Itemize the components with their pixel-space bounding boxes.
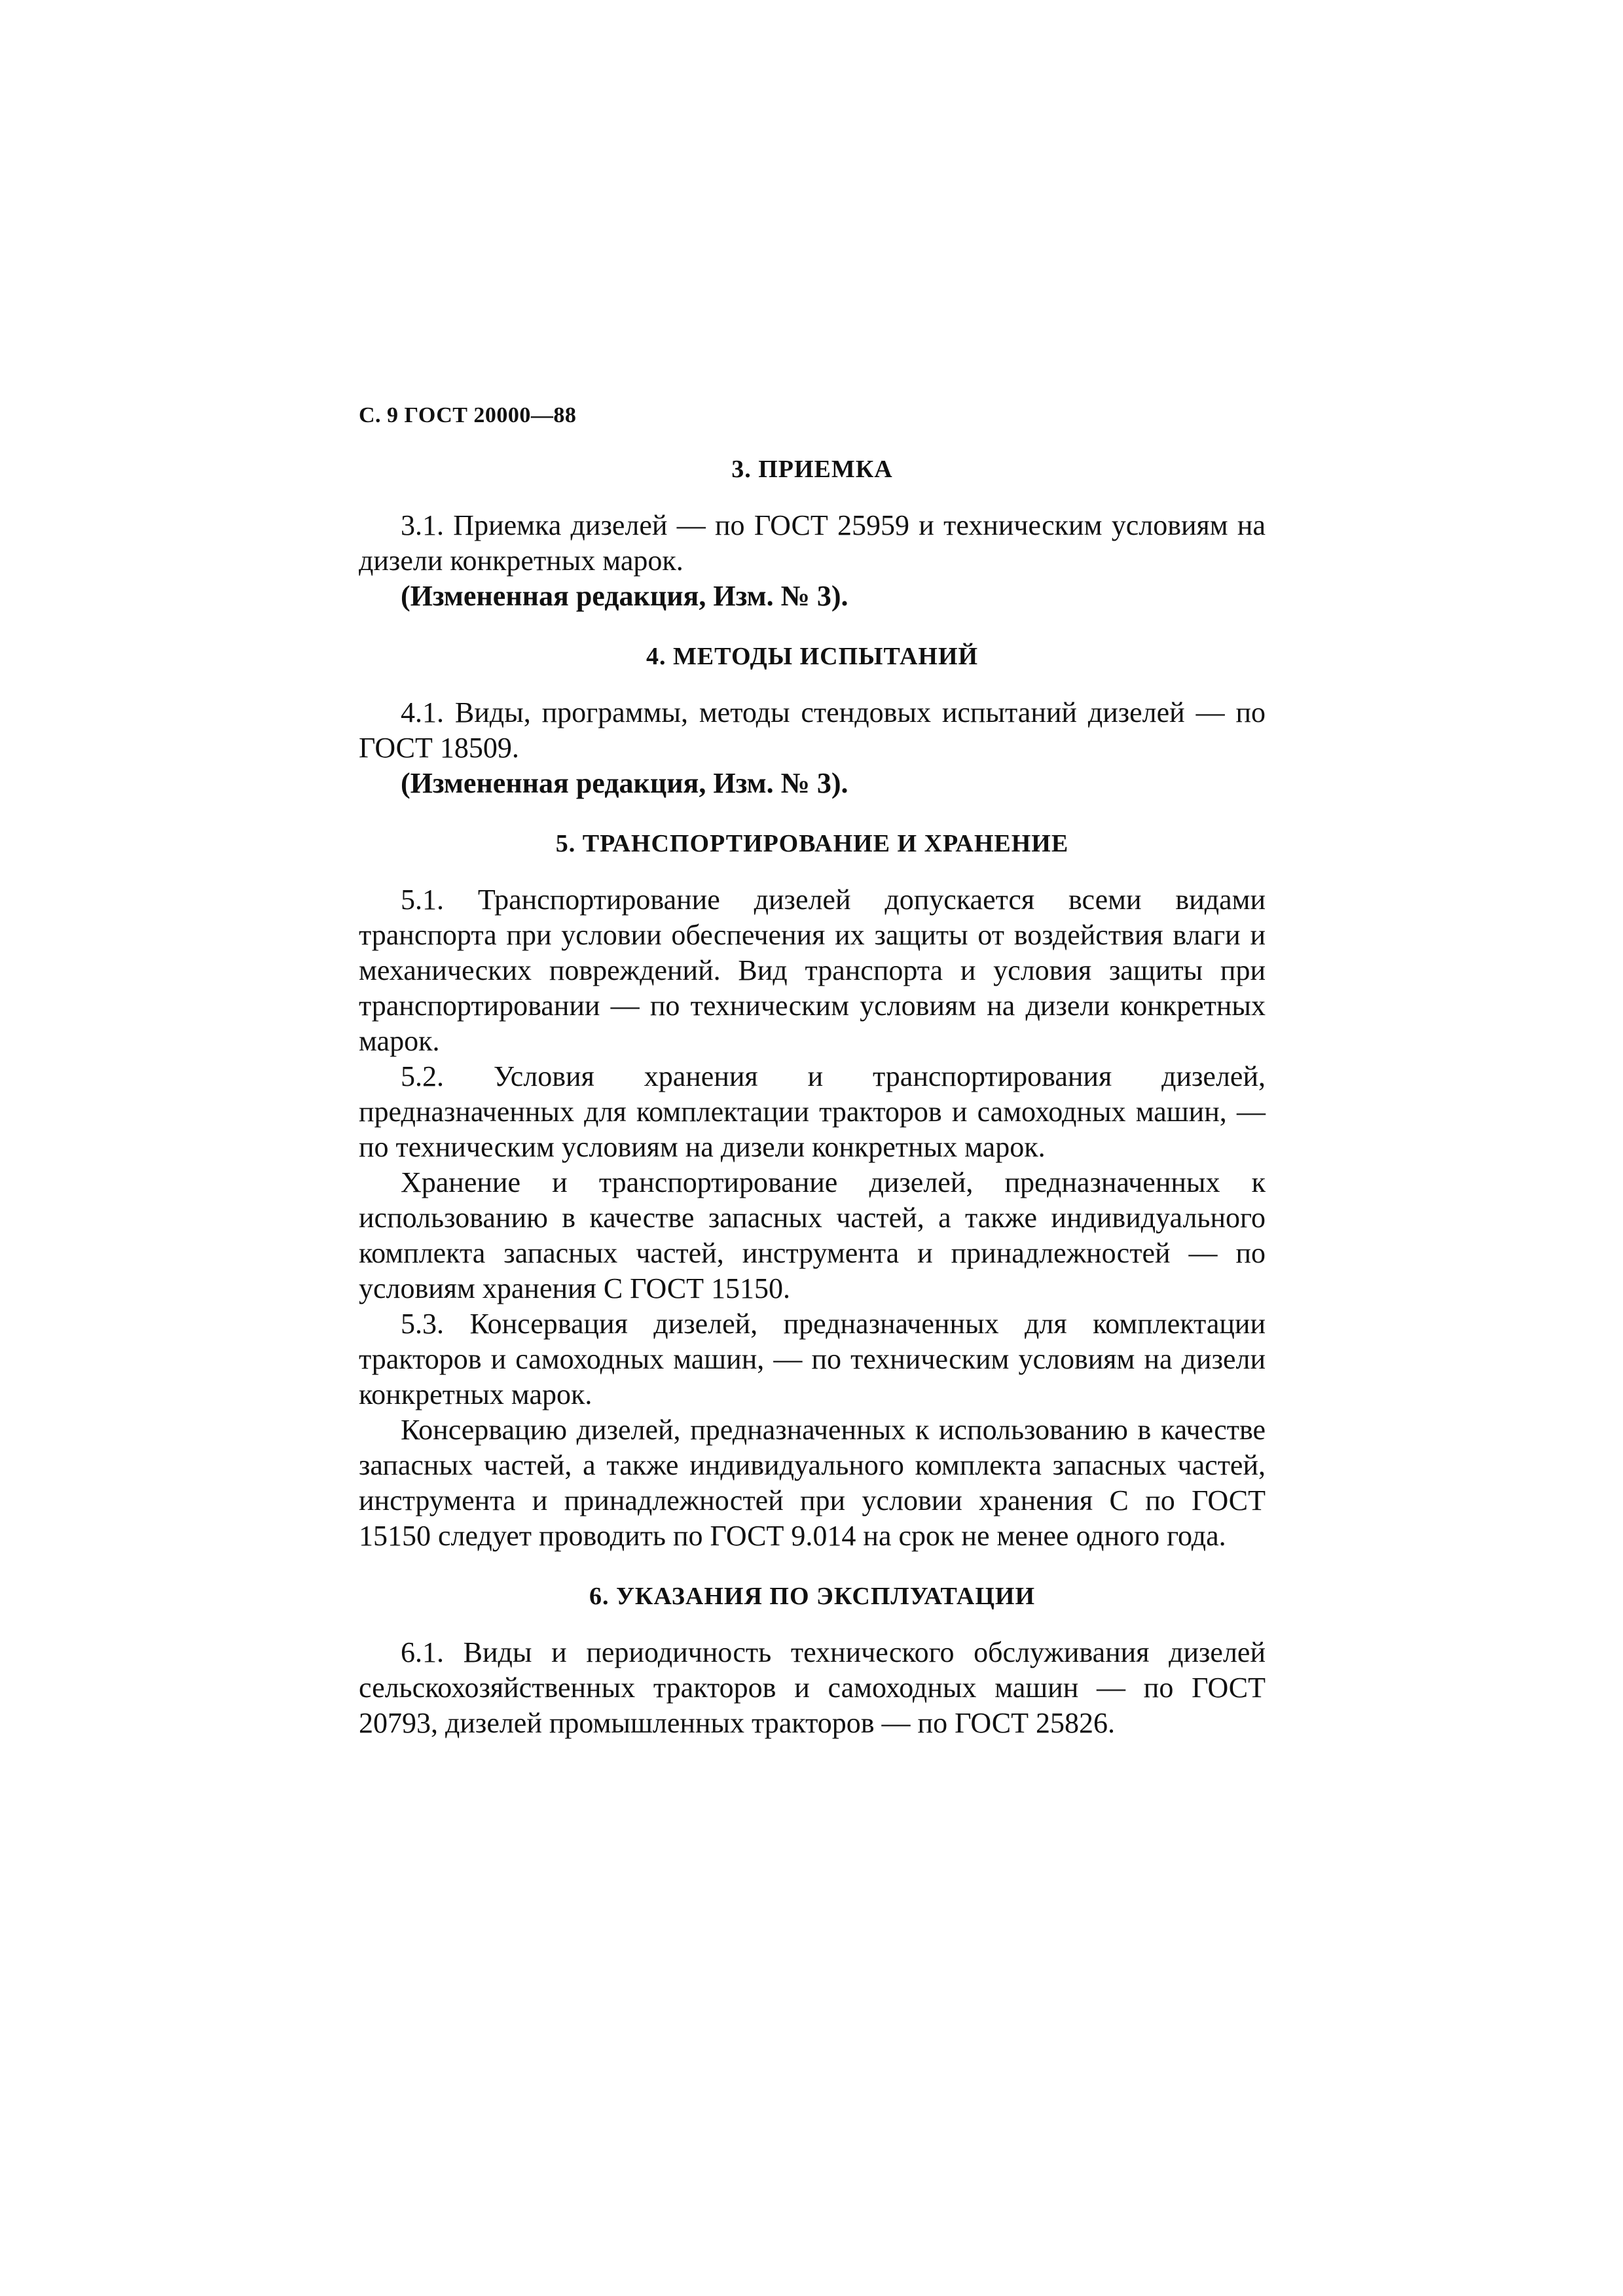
- clause-5-3: 5.3. Консервация дизелей, предназначенных для комплектации тракторов и самоходных машин, — по техническим условиям на дизели конкретных марок.: [359, 1308, 1266, 1410]
- section-5-title: 5. ТРАНСПОРТИРОВАНИЕ И ХРАНЕНИЕ: [555, 830, 1069, 857]
- amendment-note-3: (Измененная редакция, Изм. № 3).: [401, 580, 848, 612]
- section-6-title: 6. УКАЗАНИЯ ПО ЭКСПЛУАТАЦИИ: [589, 1583, 1036, 1610]
- clause-6-1: 6.1. Виды и периодичность технического обслуживания дизелей сельскохозяйственных тракторов и самоходных машин — по ГОСТ 20793, дизелей промышленных тракторов — по ГОСТ 25826.: [359, 1636, 1266, 1739]
- section-4-title: 4. МЕТОДЫ ИСПЫТАНИЙ: [646, 643, 979, 670]
- amendment-note-4: (Измененная редакция, Изм. № 3).: [401, 767, 848, 799]
- page-header: С. 9 ГОСТ 20000—88: [359, 403, 577, 427]
- clause-3-1: 3.1. Приемка дизелей — по ГОСТ 25959 и техническим условиям на дизели конкретных марок.: [359, 509, 1266, 577]
- clause-5-2: 5.2. Условия хранения и транспортирования дизелей, предназначенных для комплектации тракторов и самоходных машин, — по техническим условиям на дизели конкретных марок.: [359, 1060, 1266, 1163]
- clause-5-3-preservation: Консервацию дизелей, предназначенных к использованию в качестве запасных частей, а также индивидуального комплекта запасных частей, инструмента и принадлежностей при условии хранения С по ГОСТ 15150 следует проводить по ГОСТ 9.014 на срок не менее одного года.: [359, 1414, 1266, 1552]
- clause-5-2-storage: Хранение и транспортирование дизелей, предназначенных к использованию в качестве запасных частей, а также индивидуального комплекта запасных частей, инструмента и принадлежностей — по условиям хранения С ГОСТ 15150.: [359, 1166, 1266, 1304]
- clause-5-1: 5.1. Транспортирование дизелей допускается всеми видами транспорта при условии обеспечения их защиты от воздействия влаги и механических повреждений. Вид транспорта и условия защиты при транспортировании — по техническим условиям на дизели конкретных марок.: [359, 884, 1266, 1057]
- clause-4-1: 4.1. Виды, программы, методы стендовых испытаний дизелей — по ГОСТ 18509.: [359, 696, 1266, 764]
- section-3-title: 3. ПРИЕМКА: [731, 456, 893, 483]
- document-body: [359, 452, 1266, 1741]
